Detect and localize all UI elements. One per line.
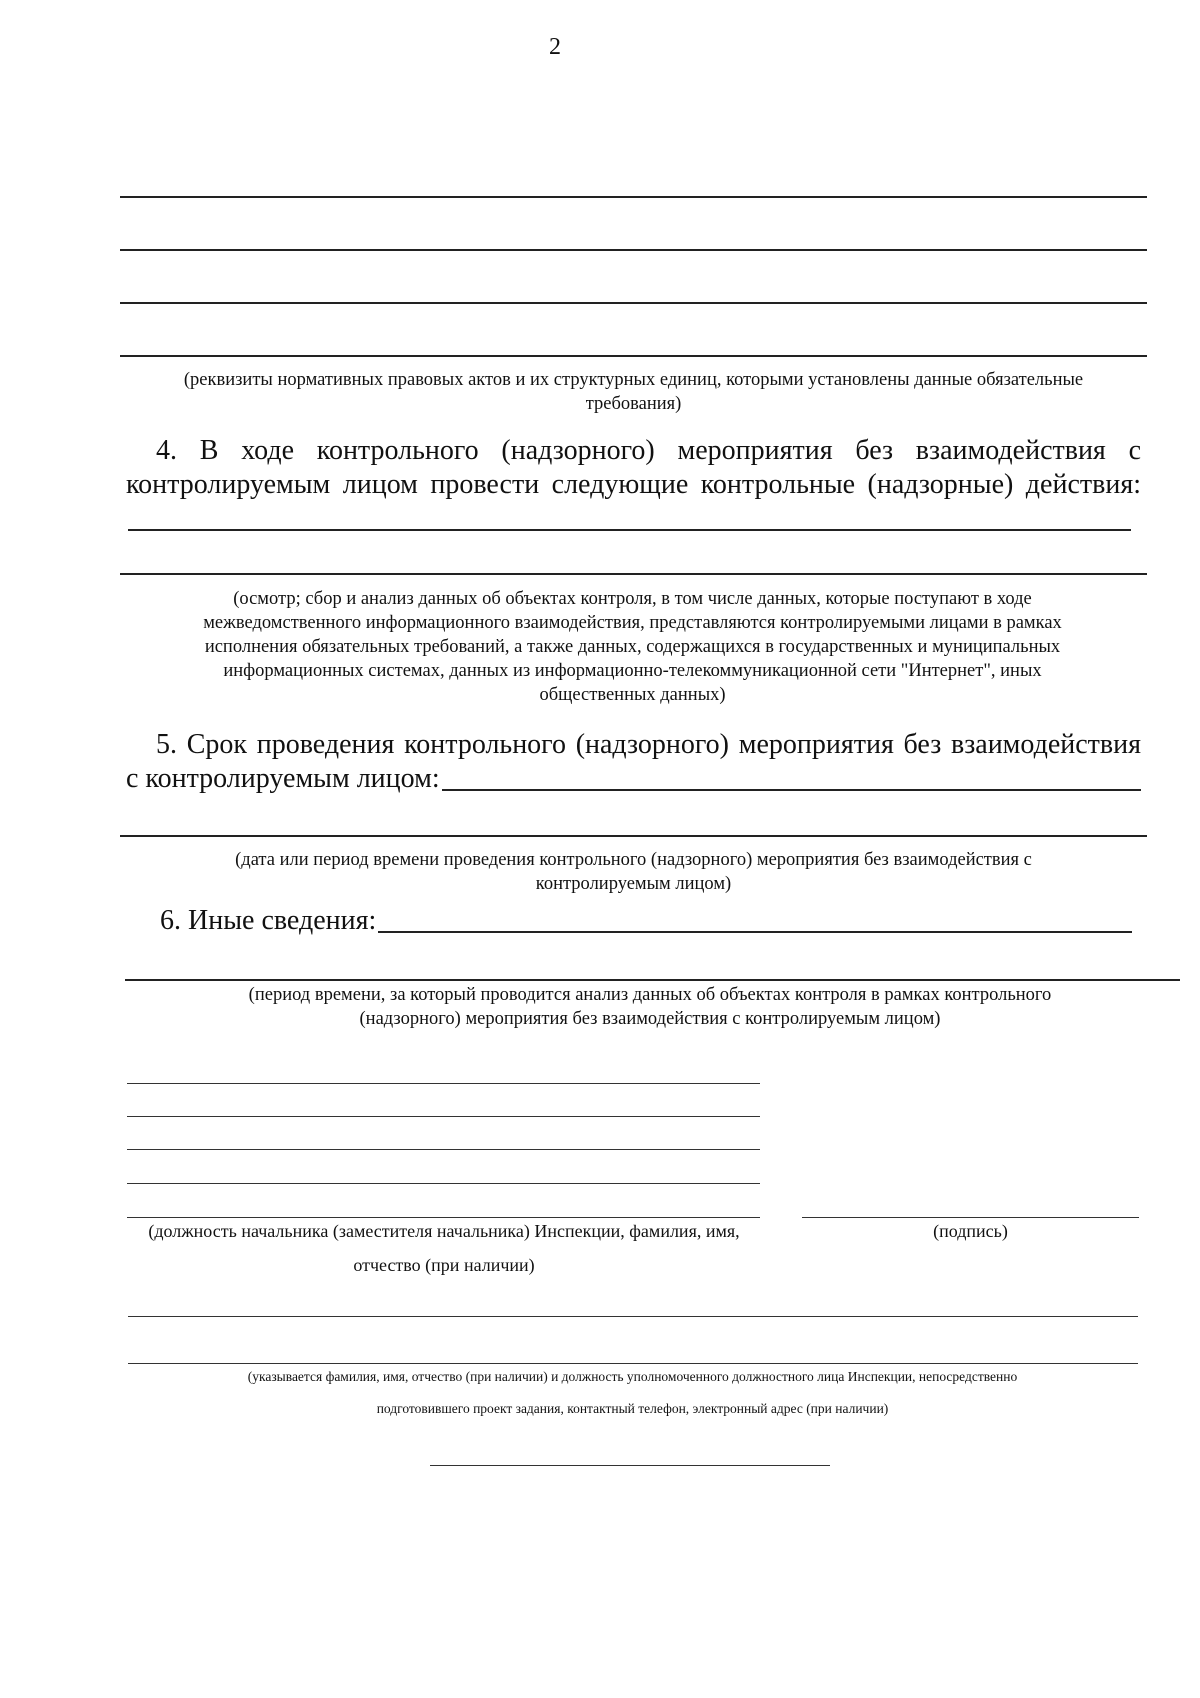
preparer-caption: (указывается фамилия, имя, отчество (при наличии) и должность уполномоченного должностного лица Инспекции, непосредственно подготовившего проект задания, контактный телефон, электронный адрес (при наличии): [247, 1369, 1018, 1416]
position-line: [127, 1116, 760, 1117]
section5-line2: с контролируемым лицом:: [126, 763, 440, 794]
position-line: [127, 1149, 760, 1150]
blank-line: [120, 573, 1147, 575]
blank-line: [120, 249, 1147, 251]
position-line: [127, 1217, 760, 1218]
blank-line: [128, 1363, 1138, 1364]
other-info-input-line[interactable]: [378, 905, 1132, 933]
section4-line2: контролируемым лицом провести следующие контрольные (надзорные) действия:: [126, 469, 1141, 500]
position-caption: (должность начальника (заместителя начальника) Инспекции, фамилия, имя, отчество (при наличии): [148, 1221, 740, 1275]
blank-line: [120, 355, 1147, 357]
section6-paragraph: [160, 904, 1132, 938]
section5-line1: 5. Срок проведения контрольного (надзорного) мероприятия без взаимодействия: [156, 729, 1141, 760]
closing-line: [430, 1465, 830, 1466]
blank-line: [120, 302, 1147, 304]
deadline-caption: (дата или период времени проведения контрольного (надзорного) мероприятия без взаимодействия с контролируемым лицом): [235, 850, 1032, 894]
signature-caption: (подпись): [933, 1221, 1008, 1241]
section4-paragraph: [126, 434, 1141, 502]
section6-label: 6. Иные сведения:: [160, 905, 377, 936]
blank-line: [128, 529, 1131, 531]
section4-line1: 4. В ходе контрольного (надзорного) мероприятия без взаимодействия с: [156, 435, 1141, 466]
legal-acts-caption: (реквизиты нормативных правовых актов и их структурных единиц, которыми установлены данные обязательные требования): [183, 370, 1084, 414]
analysis-period-caption: (период времени, за который проводится анализ данных об объектах контроля в рамках контрольного (надзорного) мероприятия без взаимодействия с контролируемым лицом): [248, 985, 1052, 1029]
signature-line[interactable]: [802, 1217, 1139, 1218]
actions-caption: (осмотр; сбор и анализ данных об объектах контроля, в том числе данных, которые поступают в ходе межведомственного информационного взаимодействия, представляются контролируемыми лицами в рамках исполнения обязательных требований, а также данных, содержащихся в государственных и муниципальных информационных системах, данных из информационно-телекоммуникационной сети "Интернет", иных общественных данных): [203, 589, 1062, 705]
blank-line: [120, 835, 1147, 837]
position-line: [127, 1083, 760, 1084]
blank-line: [125, 979, 1180, 981]
position-line: [127, 1183, 760, 1184]
section5-paragraph: [126, 728, 1141, 796]
page-number: 2: [549, 34, 561, 60]
blank-line: [128, 1316, 1138, 1317]
blank-line: [120, 196, 1147, 198]
deadline-input-line[interactable]: [442, 763, 1141, 791]
